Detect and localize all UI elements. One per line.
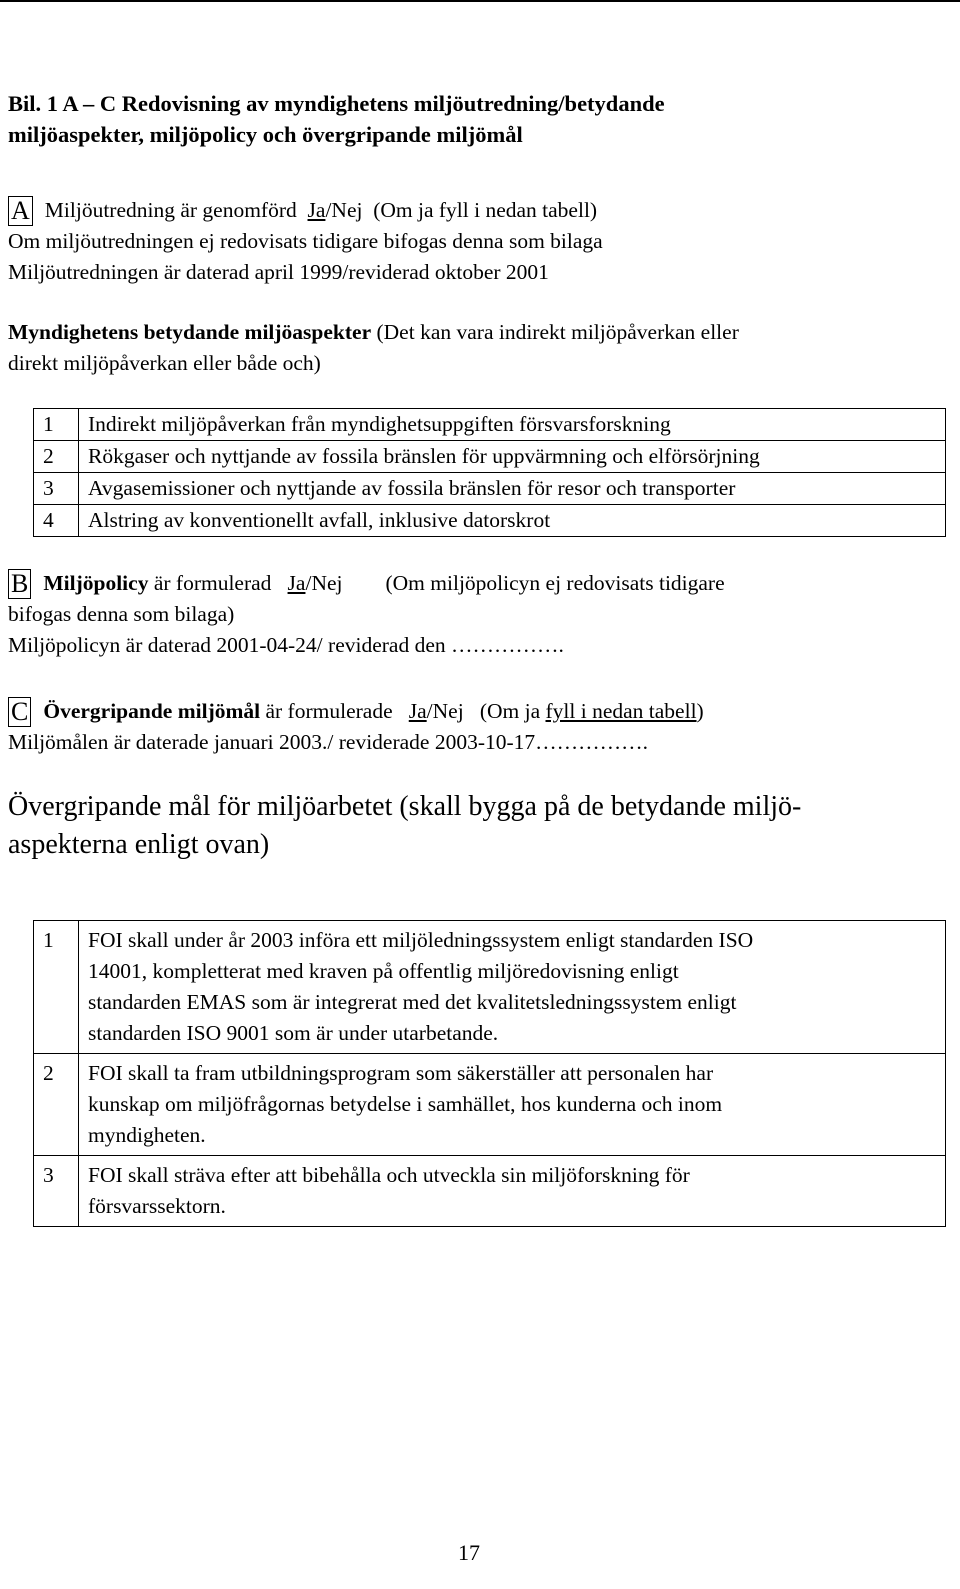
section-a-text: Miljöutredning är genomförd xyxy=(44,198,308,222)
title-line-2: miljöaspekter, miljöpolicy och övergripande miljömål xyxy=(8,122,523,147)
row-line: FOI skall ta fram utbildningsprogram som säkerställer att personalen har xyxy=(88,1061,714,1085)
section-a-line-2: Om miljöutredningen ej redovisats tidigare bifogas denna som bilaga xyxy=(8,229,603,253)
section-b-text: är formulerad xyxy=(148,571,288,595)
aspects-table xyxy=(33,408,946,537)
section-c-close: ) xyxy=(696,699,704,723)
title-line-1: Bil. 1 A – C Redovisning av myndighetens miljöutredning/betydande xyxy=(8,91,665,116)
row-line: 14001, kompletterat med kraven på offentlig miljöredovisning enligt xyxy=(88,959,679,983)
section-a-ja: Ja xyxy=(307,198,326,222)
goals-heading xyxy=(8,788,801,864)
goals-heading-bold: Övergripande miljömål xyxy=(43,699,261,723)
section-b-ja: Ja xyxy=(287,571,306,595)
section-a-line-1 xyxy=(8,195,603,226)
section-b-nej: /Nej (Om miljöpolicyn ej redovisats tidigare xyxy=(305,571,725,595)
section-a-letter: A xyxy=(8,196,33,226)
row-text: Indirekt miljöpåverkan från myndighetsuppgiften försvarsforskning xyxy=(79,409,946,441)
row-number: 3 xyxy=(34,1156,79,1227)
aspects-intro xyxy=(8,317,739,379)
section-c xyxy=(8,696,704,758)
row-text xyxy=(79,1156,946,1227)
row-number: 1 xyxy=(34,921,79,1054)
section-a-nej: /Nej (Om ja fyll i nedan tabell) xyxy=(325,198,598,222)
table-row xyxy=(34,409,946,441)
row-number: 2 xyxy=(34,1054,79,1156)
row-text: Alstring av konventionellt avfall, inklusive datorskrot xyxy=(79,505,946,537)
table-row xyxy=(34,473,946,505)
aspects-intro-line-1 xyxy=(8,317,739,348)
table-row xyxy=(34,921,946,1054)
row-line: standarden ISO 9001 som är under utarbetande. xyxy=(88,1021,499,1045)
row-line: FOI skall sträva efter att bibehålla och utveckla sin miljöforskning för xyxy=(88,1163,690,1187)
row-number: 1 xyxy=(34,409,79,441)
row-line: standarden EMAS som är integrerat med det kvalitetsledningssystem enligt xyxy=(88,990,737,1014)
aspects-intro-line-2: direkt miljöpåverkan eller både och) xyxy=(8,351,321,375)
aspects-intro-rest: (Det kan vara indirekt miljöpåverkan eller xyxy=(371,320,739,344)
policy-heading: Miljöpolicy xyxy=(43,571,149,595)
section-c-text: är formulerade xyxy=(260,699,409,723)
table-row xyxy=(34,1054,946,1156)
table-row xyxy=(34,505,946,537)
goals-table xyxy=(33,920,946,1227)
top-rule xyxy=(0,0,960,2)
row-text xyxy=(79,921,946,1054)
row-line: kunskap om miljöfrågornas betydelse i samhället, hos kunderna och inom xyxy=(88,1092,723,1116)
section-c-ja: Ja xyxy=(408,699,427,723)
section-c-fill-table: fyll i nedan tabell xyxy=(545,699,697,723)
row-number: 2 xyxy=(34,441,79,473)
goals-heading-line-2: aspekterna enligt ovan) xyxy=(8,829,270,860)
section-a-line-3: Miljöutredningen är daterad april 1999/reviderad oktober 2001 xyxy=(8,260,549,284)
row-number: 3 xyxy=(34,473,79,505)
aspects-heading: Myndighetens betydande miljöaspekter xyxy=(8,320,372,344)
section-b xyxy=(8,568,725,661)
page-number: 17 xyxy=(458,1540,480,1565)
row-line: försvarssektorn. xyxy=(88,1194,226,1218)
row-line: myndigheten. xyxy=(88,1123,206,1147)
section-b-line-1 xyxy=(8,568,725,599)
row-line: FOI skall under år 2003 införa ett miljöledningssystem enligt standarden ISO xyxy=(88,928,754,952)
section-b-line-3: Miljöpolicyn är daterad 2001-04-24/ reviderad den ……………. xyxy=(8,633,564,657)
table-row xyxy=(34,1156,946,1227)
section-a xyxy=(8,195,603,288)
table-row xyxy=(34,441,946,473)
section-c-line-2: Miljömålen är daterade januari 2003./ reviderade 2003-10-17……………. xyxy=(8,730,649,754)
row-number: 4 xyxy=(34,505,79,537)
section-b-line-2: bifogas denna som bilaga) xyxy=(8,602,235,626)
section-c-letter: C xyxy=(8,697,31,727)
row-text: Rökgaser och nyttjande av fossila bränslen för uppvärmning och elförsörjning xyxy=(79,441,946,473)
section-c-nej: /Nej (Om ja xyxy=(426,699,546,723)
goals-heading-line-1: Övergripande mål för miljöarbetet (skall bygga på de betydande miljö- xyxy=(8,791,802,822)
row-text xyxy=(79,1054,946,1156)
document-title xyxy=(8,88,665,150)
row-text: Avgasemissioner och nyttjande av fossila bränslen för resor och transporter xyxy=(79,473,946,505)
section-c-line-1 xyxy=(8,696,704,727)
section-b-letter: B xyxy=(8,569,31,599)
